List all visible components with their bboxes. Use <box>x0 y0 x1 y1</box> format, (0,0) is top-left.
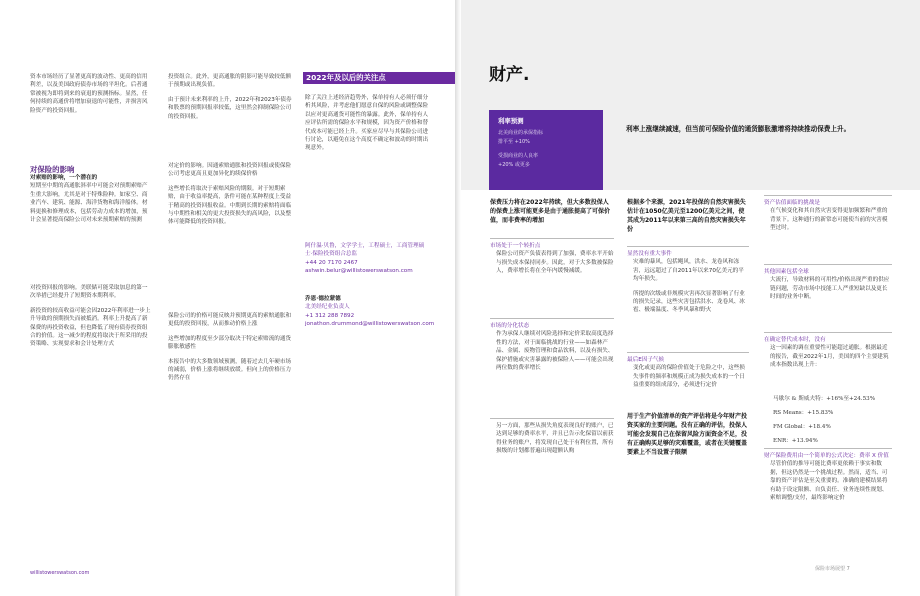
paragraph: 保险公司的价格可能反映并预期更高的索赔通胀和更低的投资回报，从而推动价格上涨 <box>168 313 292 328</box>
section-heading: 对保险的影响 <box>30 165 75 174</box>
divider <box>627 246 749 247</box>
paragraph: 尽管价值的推导可能比费率更依赖于事实和数据，但这仍然是一个挑战过程。然而，适当、可靠的资产评估是至关重要的。准确的建模结果将有助于设定限额、自负责任、业务连续性规划、索赔调整/支付，最终影响定价 <box>770 461 888 502</box>
divider <box>764 195 892 196</box>
column-3-block-4 <box>764 452 892 502</box>
contact-block-1 <box>305 242 429 276</box>
subheading: 对索赔的影响，一个潜在的 <box>30 175 98 181</box>
item-label: 财产保险费用由一个简单的公式决定：费率 X 价值 <box>764 453 889 459</box>
column-1-block-1 <box>490 242 614 276</box>
column-3-block-3 <box>764 336 892 370</box>
paragraph: 变化或更高的保险价值处于危险之中，这些损失事件的频率和规模正成为损失成本的一个日益重要的组成部分，必须进行定价 <box>633 365 745 389</box>
paragraph: 短期至中期的高通胀斜率中可能会对预期索赔产生重大影响，尤其是对于特殊险种。如家空、商业汽车、建筑、能源、海洋货物和海洋船体。材料更换和修理成本，包括劳动力成本的增加，预计会显著提高保险公司对未来预期索赔的预测 <box>30 183 148 224</box>
column-heading: 保费压力将在2022年持续，但大多数投保人的保费上涨可能更多是由于通胀提高了可保价值，而非费率的增加 <box>490 199 611 224</box>
divider <box>490 238 614 239</box>
lead-statement: 利率上涨继续减速，但当前可保险价值的通货膨胀激增将持续推动保费上升。 <box>626 125 851 133</box>
paragraph: 作为承保人继续对风险选择和定价采取高度选择性的方法，对于面临挑战的行业——如森林产品、金属、废物管理和食品饮料，以及有损失、保护措施或灾害暴露的被保险人——可能会出现两位数的费率增长 <box>496 331 614 372</box>
left-column-2 <box>168 73 292 127</box>
paragraph: 灾难的暴风，包括飓风，洪水、龙卷风和冻害，远远超过了自2011年以来70亿美元的平均年损失。 <box>633 259 744 283</box>
contact-email[interactable]: +44 20 7170 2467 ashwin.belur@willistowerswatson.com <box>305 259 413 275</box>
item-label: 最后E因子气候 <box>627 357 665 363</box>
cost-index-item: FM Global：+18.4% <box>773 424 831 430</box>
impact-section <box>30 165 152 230</box>
paragraph: 除了关注上述经济趋势外，保单持有人必须仔细分析其风险，并考虑他们愿意自保的风险或调整保险以应对更高通货可能性的暴露。此外，保单持有人应评估所需的保险水平和规模，因为资产价格和替代成本可能已经上升。买家应尽早与其保险公司进行讨论，以避免在这个高度不确定和波动的时期出现意外。 <box>305 95 429 152</box>
divider <box>490 418 614 419</box>
left-column-1 <box>30 73 152 121</box>
column-2-block-2 <box>627 356 749 390</box>
paragraph: 新投资的较高收益可能会因2022年利率进一步上升导致的预期损失而被抵消。利率上升提高了新保费的再投资收益，但也降低了现有债券投资组合的价值。这一减少的程度将取决于所采用的投资策略、实现要求和会计处理方式 <box>30 307 151 348</box>
contact-block-2 <box>305 295 435 329</box>
contact-name: 阿什温·贝鲁，文学学士，工程硕士，工商管理硕士·保险投资组合总监 <box>305 243 425 258</box>
left-column-2-lower <box>168 312 292 389</box>
column-2-block-1 <box>627 250 749 315</box>
footer-url[interactable]: willistowerswatson.com <box>30 570 90 576</box>
paragraph: 本报告中的大多数领域预测，随着过去几年硬市场的减弱，价格上涨将继续放缓。但向上的价格压力仍然存在 <box>168 358 292 382</box>
paragraph: 由于预计未来利率的上升，2022年和2023年债券和股票的预期回报率较低，这里然会抑制保险公司的投资回报。 <box>168 96 292 120</box>
left-column-1-lower <box>30 284 152 355</box>
column-1-block-3 <box>490 422 614 456</box>
item-label: 市场的分化状态 <box>490 323 530 329</box>
box-line: 受损商业的人良率 <box>498 153 539 159</box>
item-label: 市场处于一个转折点 <box>490 243 541 249</box>
page-title: 财产. <box>489 65 530 85</box>
paragraph: 保险公司资产负债表得到了加强，费率水平开始与损失成本保持同步。因此，对于大多数被保险人，费率增长将在全年内缓慢减缓。 <box>496 251 614 275</box>
paragraph: 资本市场经历了显著更高的波动性、更高的信用利差，以及美国政府债券市场的平坦化。后者通常被视为即将到来的衰退的预测指标。显然，任何持续的高通价将增加衰退的可能性，并损害风险资产的投资回报。 <box>30 74 148 114</box>
box-line: 排平至 +10% <box>498 139 530 145</box>
left-column-2-mid <box>168 162 292 233</box>
column-heading: 用于生产价值清单的资产评估将是今年财产投资买家的主要问题。没有正确的评估，投保人可能会发现自己在保留风险方面资金不足，没有正确购买足够的灾难覆盖，或者在关键覆盖要素上不当设置子限额 <box>627 413 748 456</box>
paragraph: 对定价的影响。因通索赔通胀和投资回报或使保险公司考虑更高且更加异化的续保价格 <box>168 163 292 178</box>
divider <box>627 352 749 353</box>
item-label: 其他因素包括全球 <box>764 269 809 275</box>
cost-index-item: 马歇尔 & 斯威夫特：+16%至+24.53% <box>773 396 876 402</box>
box-line: +20% 或更多 <box>498 162 530 168</box>
divider <box>490 318 614 319</box>
paragraph: 这些增长将取决于索赔风险的期限。对于短期索赔，由于收益率提高，条件可能在某种程度上受益于精高的投资回报收益。中期到长期的索赔将面临与中期性和相关的更大投资损失的高风险，以及整体可能降低的投资回报。 <box>168 185 292 226</box>
paragraph: 所提的次级或非规模灾害再次显著影响了行业的损失记录，这些灾害包括洪水、龙卷风、冰雹、极端温度、冬季风暴和野火 <box>633 290 745 314</box>
column-heading: 根据多个来源，2021年投保的自然灾害损失估计在1050亿美元至1200亿美元之间，使其成为2011年以来第三高的自然灾害损失年份 <box>627 199 746 233</box>
column-3-block-1 <box>764 199 892 233</box>
cost-index-item: RS Means：+15.83% <box>773 410 834 416</box>
paragraph: 对投资回报的影响。美联储可能采取加息的第一次举措已经提升了短期资本期利率。 <box>30 285 148 300</box>
left-column-3 <box>305 94 429 159</box>
column-1-block-2 <box>490 322 614 372</box>
contact-email[interactable]: +1 312 288 7892 jonathon.drummond@willistowerswatson.com <box>305 312 435 328</box>
paragraph: 投资组合。此外，更高通胀的阴影可能导致较低额于预期或出现负值。 <box>168 74 292 89</box>
divider <box>764 264 892 265</box>
divider <box>764 448 892 449</box>
left-page <box>0 0 458 596</box>
box-line: 北美商业的承保指标 <box>498 130 544 136</box>
contact-title: 北美经纪业负责人 <box>305 304 350 311</box>
paragraph: 在气候变化和其自然灾害变得更加频繁和严重的背景下。这种通行的新常态可能使当前的灾害模型过时。 <box>770 208 888 232</box>
paragraph: 另一方面，那些从损失角度表现良好的账户，已达到足够的费率水平，并且已告示化保留以前获得业务的账户，将发现自己处于有利位置，所有损级的计划都普遍出现超额认购 <box>496 423 614 455</box>
item-label: 资产估值面临的挑战是 <box>764 200 820 206</box>
footer-page-label: 保险市场展望 7 <box>815 566 850 572</box>
contact-name: 乔恩·德拉蒙德 <box>305 296 341 302</box>
right-page <box>461 0 920 596</box>
column-3-block-2 <box>764 268 892 302</box>
rate-forecast-box <box>489 110 603 190</box>
item-label: 显然没有重大事件 <box>627 251 672 257</box>
box-title: 利率预测 <box>498 117 524 125</box>
paragraph: 这些增加的程度至少部分取决于特定索赔流的通货膨胀敏感性 <box>168 335 292 351</box>
divider <box>764 332 892 333</box>
item-label: 在确定替代成本时，没有 <box>764 337 826 343</box>
paragraph: 大流行，导致材料的可用性/价格出现严重的供应链问题，劳动市场中技能工人严重短缺以及更长时间的业务中断。 <box>770 277 890 301</box>
focus-heading: 2022年及以后的关注点 <box>303 72 456 84</box>
cost-index-item: ENR：+13.94% <box>773 438 818 444</box>
paragraph: 这一因素的调在重要性可能超过通胀。根据最近的报告，截至2022年1月，美国的四个主要建筑成本指数出现上升： <box>770 345 889 369</box>
